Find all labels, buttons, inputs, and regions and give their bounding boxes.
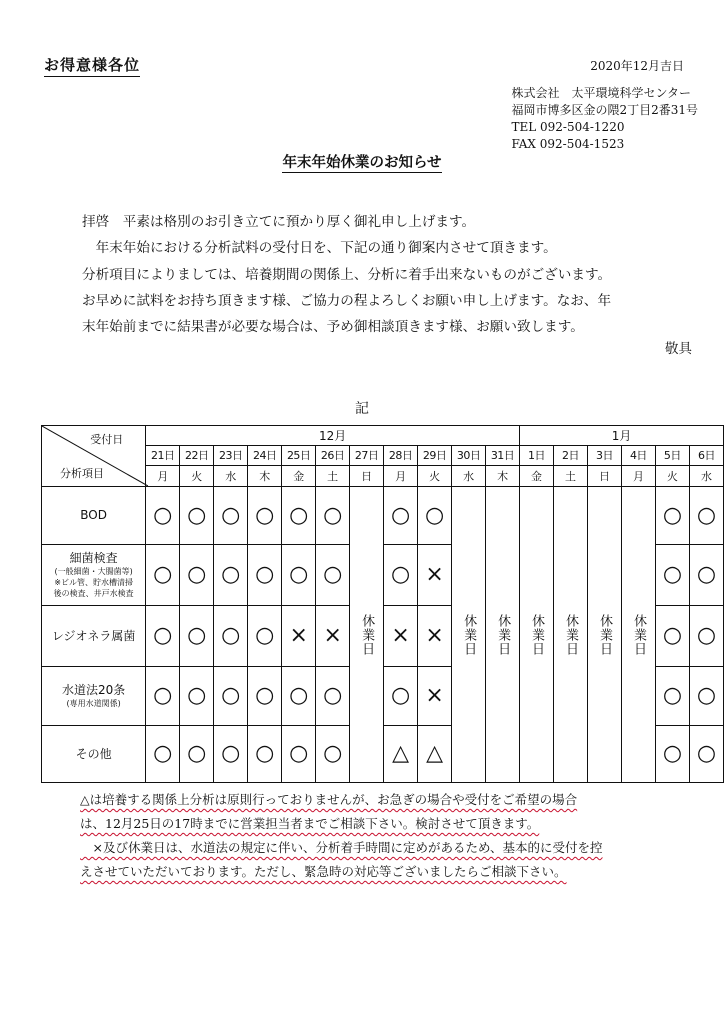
holiday-cell xyxy=(554,487,588,783)
availability-mark: △ xyxy=(418,726,452,783)
day-header: 30日 xyxy=(452,445,486,466)
availability-mark: ○ xyxy=(180,726,214,783)
row-label-text: BOD xyxy=(80,508,107,522)
availability-mark: ○ xyxy=(655,487,689,545)
sender-company: 株式会社 太平環境科学センター xyxy=(511,86,691,100)
availability-mark: ○ xyxy=(214,726,248,783)
availability-mark: × xyxy=(418,606,452,667)
body-line: 年末年始における分析試料の受付日を、下記の通り御案内させて頂きます。 xyxy=(82,240,557,257)
availability-mark: ○ xyxy=(282,487,316,545)
day-header: 23日 xyxy=(214,445,248,466)
availability-mark: ○ xyxy=(214,667,248,726)
availability-mark: ○ xyxy=(282,545,316,606)
weekday-header: 月 xyxy=(146,466,180,487)
month-header: 12月 xyxy=(146,426,520,446)
body-line: 拝啓 平素は格別のお引き立てに預かり厚く御礼申し上げます。 xyxy=(82,214,476,230)
availability-mark: ○ xyxy=(146,487,180,545)
availability-mark: ○ xyxy=(316,545,350,606)
holiday-cell xyxy=(350,487,384,783)
availability-mark: ○ xyxy=(655,667,689,726)
row-label xyxy=(42,545,146,606)
availability-mark: ○ xyxy=(248,606,282,667)
availability-mark: ○ xyxy=(384,487,418,545)
weekday-header: 火 xyxy=(180,466,214,487)
availability-mark: ○ xyxy=(180,545,214,606)
holiday-cell xyxy=(452,487,486,783)
holiday-cell xyxy=(587,487,621,783)
availability-mark: ○ xyxy=(316,667,350,726)
availability-mark: × xyxy=(418,667,452,726)
day-header: 21日 xyxy=(146,445,180,466)
availability-mark: ○ xyxy=(282,726,316,783)
day-header: 5日 xyxy=(655,445,689,466)
day-header: 25日 xyxy=(282,445,316,466)
body-line: お早めに試料をお持ち頂きます様、ご協力の程よろしくお願い申し上げます。なお、年 xyxy=(82,292,612,309)
sender-fax: FAX 092-504-1523 xyxy=(511,137,625,151)
day-header: 27日 xyxy=(350,445,384,466)
weekday-header: 月 xyxy=(384,466,418,487)
availability-mark: ○ xyxy=(214,545,248,606)
row-label xyxy=(42,606,146,667)
availability-mark: ○ xyxy=(282,667,316,726)
body-line: 末年始前までに結果書が必要な場合は、予め御相談頂きます様、お願い致します。 xyxy=(82,319,584,336)
holiday-label: 休業日 xyxy=(495,613,511,656)
sender-address: 福岡市博多区金の隈2丁目2番31号 xyxy=(511,103,698,117)
row-label-note: ※ビル管、貯水槽清掃 xyxy=(54,578,133,587)
issue-date: 2020年12月吉日 xyxy=(590,59,684,73)
holiday-label: 休業日 xyxy=(563,613,578,656)
weekday-header: 水 xyxy=(452,466,486,487)
weekday-header: 金 xyxy=(282,466,316,487)
row-label xyxy=(42,726,146,783)
row-label-text: レジオネラ属菌 xyxy=(51,628,136,643)
availability-mark: × xyxy=(316,606,350,667)
availability-mark: × xyxy=(418,545,452,606)
availability-mark: ○ xyxy=(384,667,418,726)
availability-mark: ○ xyxy=(418,487,452,545)
availability-mark: △ xyxy=(384,726,418,783)
holiday-label: 休業日 xyxy=(359,613,375,656)
weekday-header: 火 xyxy=(655,466,689,487)
availability-mark: ○ xyxy=(248,487,282,545)
day-header: 1日 xyxy=(520,445,554,466)
row-label-text: 細菌検査 xyxy=(69,551,118,565)
day-header: 28日 xyxy=(384,445,418,466)
availability-mark: ○ xyxy=(689,545,723,606)
weekday-header: 日 xyxy=(350,466,384,487)
availability-mark: ○ xyxy=(689,487,723,545)
availability-mark: ○ xyxy=(146,606,180,667)
holiday-label: 休業日 xyxy=(461,613,477,656)
notes-block xyxy=(80,788,602,884)
schedule-table xyxy=(41,425,724,783)
body-line: 分析項目によりましては、培養期間の関係上、分析に着手出来ないものがございます。 xyxy=(82,266,612,283)
holiday-cell xyxy=(621,487,655,783)
holiday-label: 休業日 xyxy=(630,613,646,656)
availability-mark: ○ xyxy=(146,726,180,783)
sender-tel: TEL 092-504-1220 xyxy=(511,120,625,134)
note-line: ×及び休業日は、水道法の規定に伴い、分析着手時間に定めがあるため、基本的に受付を控 xyxy=(80,840,603,855)
day-header: 2日 xyxy=(554,445,588,466)
month-header: 1月 xyxy=(520,426,724,446)
row-label-note: (専用水道関係) xyxy=(66,699,121,708)
day-header: 3日 xyxy=(587,445,621,466)
day-header: 29日 xyxy=(418,445,452,466)
note-line: えさせていただいております。ただし、緊急時の対応等ございましたらご相談下さい。 xyxy=(80,864,567,879)
weekday-header: 土 xyxy=(316,466,350,487)
row-label xyxy=(42,487,146,545)
ki-heading: 記 xyxy=(355,401,369,417)
availability-mark: ○ xyxy=(146,545,180,606)
availability-mark: ○ xyxy=(384,545,418,606)
row-label-text: その他 xyxy=(75,746,112,761)
corner-bottom-label: 分析項目 xyxy=(60,467,104,480)
availability-mark: ○ xyxy=(655,726,689,783)
row-label-text: 水道法20条 xyxy=(61,683,126,697)
weekday-header: 日 xyxy=(587,466,621,487)
header-corner xyxy=(42,426,146,487)
corner-top-label: 受付日 xyxy=(90,433,124,446)
availability-mark: ○ xyxy=(214,606,248,667)
weekday-header: 木 xyxy=(486,466,520,487)
row-label-note: (一般細菌・大腸菌等) xyxy=(54,567,133,576)
day-header: 22日 xyxy=(180,445,214,466)
availability-mark: × xyxy=(282,606,316,667)
availability-mark: ○ xyxy=(180,487,214,545)
day-header: 24日 xyxy=(248,445,282,466)
availability-mark: ○ xyxy=(248,667,282,726)
document-title: 年末年始休業のお知らせ xyxy=(282,154,442,171)
sender-block xyxy=(511,85,698,153)
weekday-header: 火 xyxy=(418,466,452,487)
availability-mark: ○ xyxy=(214,487,248,545)
note-line: △は培養する関係上分析は原則行っておりませんが、お急ぎの場合や受付をご希望の場合 xyxy=(80,792,578,807)
note-line: は、12月25日の17時までに営業担当者までご相談下さい。検討させて頂きます。 xyxy=(80,816,540,831)
weekday-header: 水 xyxy=(689,466,723,487)
availability-mark: ○ xyxy=(248,726,282,783)
availability-mark: ○ xyxy=(248,545,282,606)
closing-word: 敬具 xyxy=(664,341,692,357)
availability-mark: × xyxy=(384,606,418,667)
availability-mark: ○ xyxy=(180,667,214,726)
weekday-header: 金 xyxy=(520,466,554,487)
availability-mark: ○ xyxy=(655,545,689,606)
availability-mark: ○ xyxy=(655,606,689,667)
availability-mark: ○ xyxy=(689,726,723,783)
recipient: お得意様各位 xyxy=(44,54,140,77)
weekday-header: 木 xyxy=(248,466,282,487)
day-header: 26日 xyxy=(316,445,350,466)
holiday-cell xyxy=(486,487,520,783)
availability-mark: ○ xyxy=(316,726,350,783)
day-header: 4日 xyxy=(621,445,655,466)
availability-mark: ○ xyxy=(689,606,723,667)
weekday-header: 月 xyxy=(621,466,655,487)
availability-mark: ○ xyxy=(316,487,350,545)
availability-mark: ○ xyxy=(146,667,180,726)
row-label-note: 後の検査、井戸水検査 xyxy=(53,589,134,598)
availability-mark: ○ xyxy=(689,667,723,726)
day-header: 31日 xyxy=(486,445,520,466)
weekday-header: 土 xyxy=(554,466,588,487)
holiday-cell xyxy=(520,487,554,783)
body-text xyxy=(82,209,702,340)
availability-mark: ○ xyxy=(180,606,214,667)
holiday-label: 休業日 xyxy=(529,613,545,656)
day-header: 6日 xyxy=(689,445,723,466)
holiday-label: 休業日 xyxy=(596,613,612,656)
row-label xyxy=(42,667,146,726)
weekday-header: 水 xyxy=(214,466,248,487)
